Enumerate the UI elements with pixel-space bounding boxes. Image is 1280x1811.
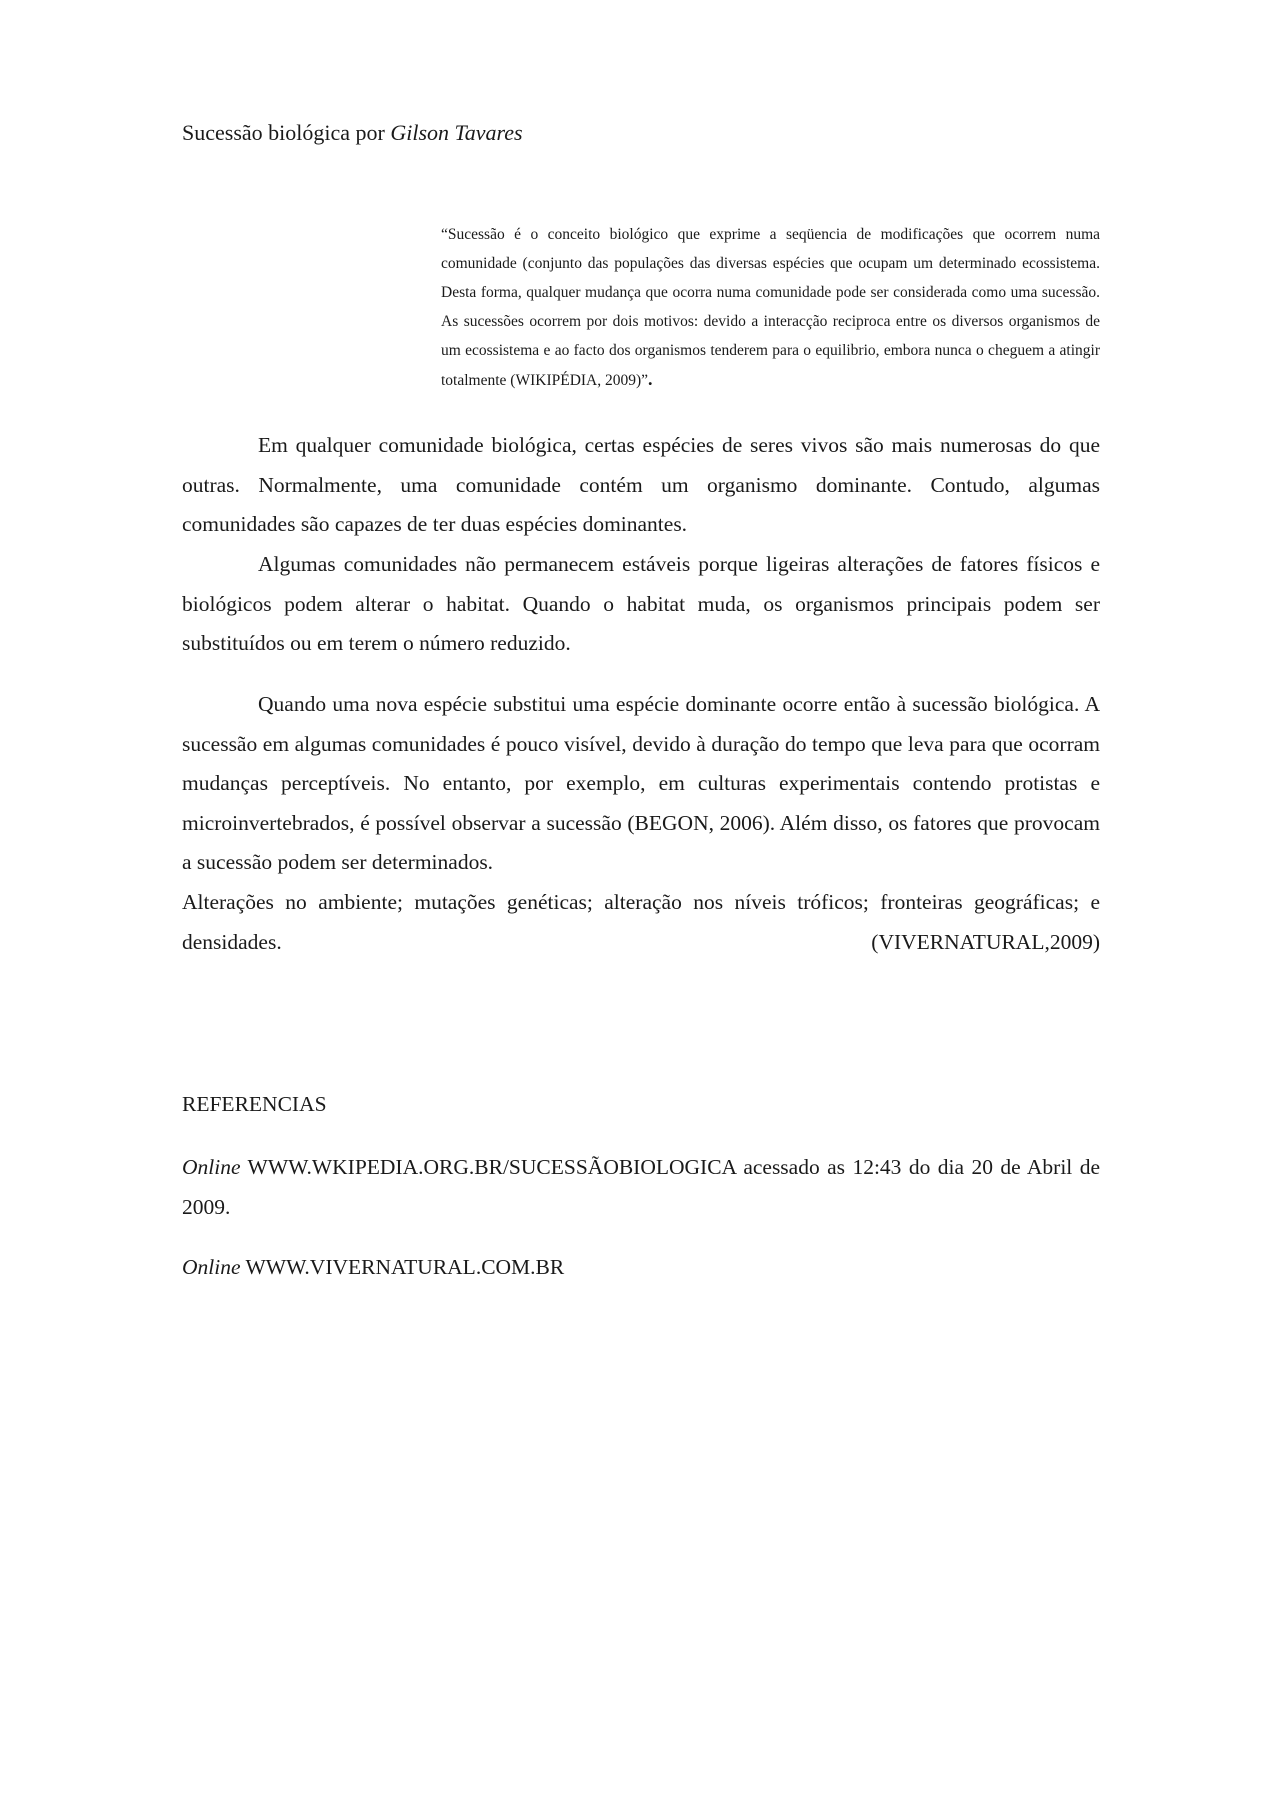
reference-1-label: Online xyxy=(182,1155,241,1179)
paragraph-3: Quando uma nova espécie substitui uma espécie dominante ocorre então à sucessão biológica. A sucessão em algumas comunidades é pouco visível, devido à duração do tempo que leva para que ocorram mudanças perceptíveis. No entanto, por exemplo, em culturas experimentais contendo protistas e microinvertebrados, é possível observar a sucessão (BEGON, 2006). Além disso, os fatores que provocam a sucessão podem ser determinados. xyxy=(182,692,1100,874)
reference-1-text: WWW.WKIPEDIA.ORG.BR/SUCESSÃOBIOLOGICA acessado as 12:43 do dia 20 de Abril de 2009. xyxy=(182,1155,1100,1219)
reference-2-label: Online xyxy=(182,1255,241,1279)
quote-end: . xyxy=(648,369,653,389)
paragraph-1: Em qualquer comunidade biológica, certas espécies de seres vivos são mais numerosas do que outras. Normalmente, uma comunidade contém um organismo dominante. Contudo, algumas comunidades são capazes de ter duas espécies dominantes. xyxy=(182,433,1100,536)
block-quote xyxy=(441,220,1100,395)
reference-1 xyxy=(182,1148,1100,1227)
paragraph-4: Alterações no ambiente; mutações genéticas; alteração nos níveis tróficos; fronteiras geográficas; e densidades. (VIVERNATURAL,2009) xyxy=(182,890,1100,954)
reference-2 xyxy=(182,1252,564,1282)
quote-text: “Sucessão é o conceito biológico que exprime a seqüencia de modificações que ocorrem numa comunidade (conjunto das populações das diversas espécies que ocupam um determinado ecossistema. Desta forma, qualquer mudança que ocorra numa comunidade pode ser considerada como uma sucessão. As sucessões ocorrem por dois motivos: devido a interacção reciproca entre os diversos organismos de um ecossistema e ao facto dos organismos tenderem para o equilibrio, embora nunca o cheguem a atingir totalmente (WIKIPÉDIA, 2009)” xyxy=(441,226,1100,389)
title-prefix: Sucessão biológica por xyxy=(182,120,391,145)
document-title xyxy=(182,118,523,148)
reference-2-text: WWW.VIVERNATURAL.COM.BR xyxy=(240,1255,565,1279)
title-author: Gilson Tavares xyxy=(390,120,523,145)
references-heading: REFERENCIAS xyxy=(182,1092,327,1116)
paragraph-2: Algumas comunidades não permanecem estáveis porque ligeiras alterações de fatores físicos e biológicos podem alterar o habitat. Quando o habitat muda, os organismos principais podem ser substituídos ou em terem o número reduzido. xyxy=(182,552,1100,655)
